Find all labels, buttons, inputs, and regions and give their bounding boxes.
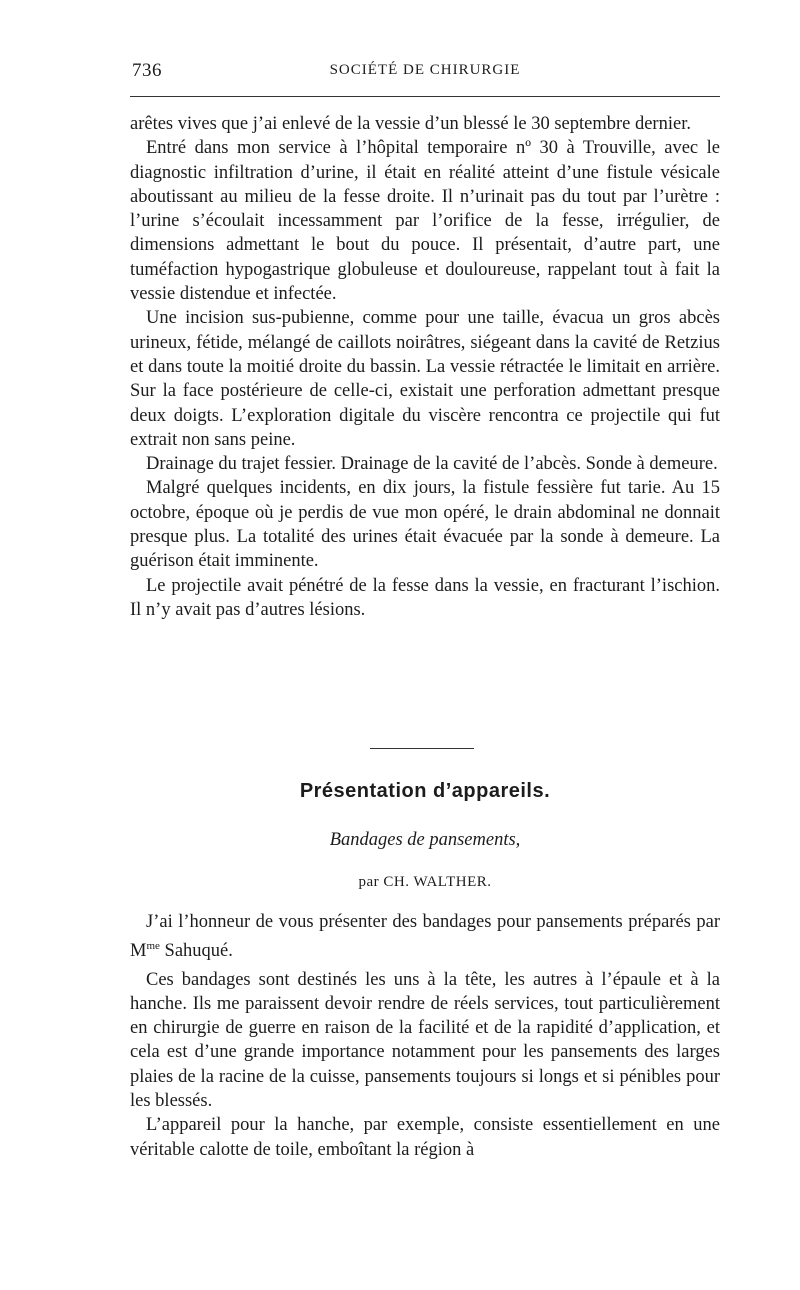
paragraph: Ces bandages sont destinés les uns à la tête, les autres à l’épaule et à la hanche. Ils me paraissent devoir rendre de réels services, tout particulièrement en chirurgie de guerre en raison de la facilité et de la rapidité d’application, et cela est d’une grande importance notamment pour les pansements des larges plaies de la racine de la cuisse, pansements toujours si longs et si pénibles pour les blessés. — [130, 969, 720, 1112]
paragraph-text: J’ai l’honneur de vous présenter des bandages pour pansements préparés par M — [130, 912, 720, 962]
paragraph: Entré dans mon service à l’hôpital temporaire nº 30 à Trouville, avec le diagnostic infiltration d’urine, il était en réalité atteint d’une fistule vésicale aboutissant au milieu de la fesse droite. Il n’urinait pas du tout par l’urètre : l’urine s’écoulait incessamment par l’orifice de la fesse, irrégulier, de dimensions admettant le bout du pouce. Il présentait, d’autre part, une tuméfaction hypogastrique globuleuse et douloureuse, rappelant tout à fait la vessie distendue et infectée. — [130, 138, 720, 305]
section-title: Présentation d’appareils. — [299, 780, 551, 802]
section-subtitle: Bandages de pansements, — [329, 830, 521, 850]
paragraph-text: Sahuqué. — [159, 941, 233, 962]
paragraph: Malgré quelques incidents, en dix jours, la fistule fessière fut tarie. Au 15 octobre, époque où je perdis de vue mon opéré, le drain abdominal ne donnait presque plus. La totalité des urines était évacuée par la sonde à demeure. La guérison était imminente. — [130, 478, 720, 572]
page-number: 736 — [132, 60, 162, 81]
paragraph: Le projectile avait pénétré de la fesse dans la vessie, en fracturant l’ischion. Il n’y avait pas d’autres lésions. — [130, 575, 720, 620]
presentation-body — [130, 910, 720, 1162]
author-byline: par CH. WALTHER. — [358, 874, 492, 890]
paragraph: Une incision sus-pubienne, comme pour une taille, évacua un gros abcès urineux, fétide, mélangé de caillots noirâtres, siégeant dans la cavité de Retzius et dans toute la moitié droite du bassin. La vessie rétractée le limitait en arrière. Sur la face postérieure de celle-ci, existait une perforation admettant presque deux doigts. L’exploration digitale du viscère rencontra ce projectile qui fut extrait non sans peine. — [130, 308, 720, 450]
case-report-body — [130, 112, 720, 622]
paragraph: arêtes vives que j’ai enlevé de la vessie d’un blessé le 30 septembre dernier. — [130, 114, 691, 134]
section-separator — [370, 748, 474, 749]
paragraph: L’appareil pour la hanche, par exemple, consiste essentiellement en une véritable calotte de toile, emboîtant la région à — [130, 1115, 720, 1160]
paragraph: Drainage du trajet fessier. Drainage de la cavité de l’abcès. Sonde à demeure. — [146, 454, 718, 475]
superscript: me — [146, 940, 160, 953]
header-rule — [130, 96, 720, 97]
journal-title: SOCIÉTÉ DE CHIRURGIE — [329, 62, 521, 78]
running-head — [130, 60, 720, 84]
paragraph — [130, 910, 720, 964]
